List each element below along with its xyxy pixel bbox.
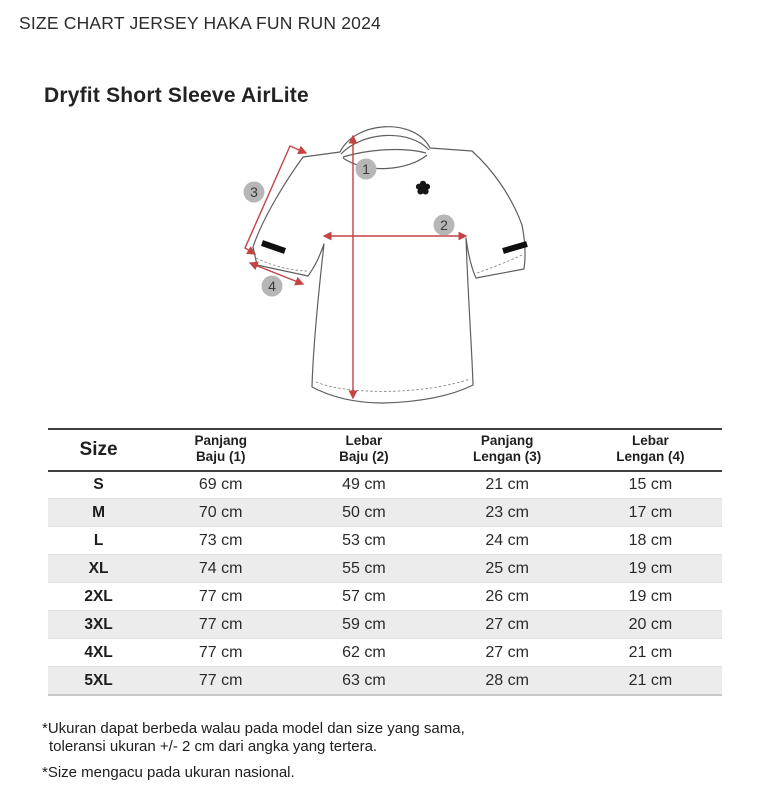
measurement-cell: 62 cm bbox=[342, 643, 386, 661]
shirt-outline bbox=[253, 127, 527, 403]
measurement-cell: 59 cm bbox=[342, 615, 386, 633]
col-header-panjang-baju bbox=[149, 429, 292, 471]
measurement-cell: 25 cm bbox=[485, 559, 529, 577]
col-header-line: Lengan (4) bbox=[616, 449, 685, 465]
table-row-xl bbox=[48, 555, 722, 583]
size-cell: 2XL bbox=[84, 587, 113, 605]
measurement-cell: 24 cm bbox=[485, 531, 529, 549]
footnote-national-size: *Size mengacu pada ukuran nasional. bbox=[42, 764, 295, 782]
page-title: SIZE CHART JERSEY HAKA FUN RUN 2024 bbox=[19, 13, 381, 33]
table-row-5xl bbox=[48, 667, 722, 695]
measurement-cell: 70 cm bbox=[198, 503, 243, 521]
size-chart-table bbox=[48, 428, 722, 696]
measure-marker-2 bbox=[434, 215, 455, 236]
measurement-cell: 20 cm bbox=[628, 615, 673, 633]
size-cell: M bbox=[92, 503, 105, 521]
measurement-cell: 53 cm bbox=[342, 531, 386, 549]
table-row-l bbox=[48, 527, 722, 555]
measurement-cell: 17 cm bbox=[628, 503, 673, 521]
measure-marker-3 bbox=[244, 182, 265, 203]
marker-4-label: 4 bbox=[268, 278, 276, 294]
col-header-line: Lebar bbox=[345, 433, 383, 448]
col-header-size: Size bbox=[48, 429, 149, 471]
table-row-s bbox=[48, 471, 722, 499]
col-header-line: Baju (2) bbox=[339, 449, 389, 465]
measurement-cell: 26 cm bbox=[485, 587, 529, 605]
size-cell: L bbox=[93, 531, 104, 549]
table-row-4xl bbox=[48, 639, 722, 667]
measurement-cell: 77 cm bbox=[198, 643, 243, 661]
table-row-m bbox=[48, 499, 722, 527]
col-header-line: Lebar bbox=[631, 433, 669, 448]
measurement-cell: 28 cm bbox=[485, 671, 529, 689]
footnote-line: toleransi ukuran +/- 2 cm dari angka yang tertera. bbox=[49, 737, 378, 755]
measure-marker-4 bbox=[262, 276, 283, 297]
table-header bbox=[48, 429, 722, 471]
table-header-row bbox=[48, 429, 722, 471]
marker-1-label: 1 bbox=[362, 161, 370, 177]
marker-2-label: 2 bbox=[440, 217, 448, 233]
table-row-2xl bbox=[48, 583, 722, 611]
measurement-cell: 21 cm bbox=[628, 643, 673, 661]
shirt-measurement-diagram bbox=[195, 105, 555, 435]
measurement-cell: 55 cm bbox=[342, 559, 386, 577]
measurement-cell: 77 cm bbox=[198, 587, 243, 605]
marker-3-label: 3 bbox=[250, 184, 258, 200]
measurement-cell: 19 cm bbox=[628, 559, 673, 577]
size-cell: 3XL bbox=[84, 615, 113, 633]
col-header-panjang-lengan bbox=[436, 429, 579, 471]
col-header-line: Panjang bbox=[194, 433, 247, 448]
shirt-diagram-svg bbox=[195, 105, 555, 435]
measurement-cell: 73 cm bbox=[198, 531, 243, 549]
measurement-cell: 21 cm bbox=[628, 671, 673, 689]
measurement-cell: 49 cm bbox=[342, 476, 386, 494]
measurement-cell: 27 cm bbox=[485, 643, 529, 661]
measure-marker-1 bbox=[356, 159, 377, 180]
measurement-cell: 63 cm bbox=[342, 671, 386, 689]
measurement-cell: 21 cm bbox=[485, 476, 529, 494]
col-header-line: Panjang bbox=[480, 433, 534, 448]
size-cell: XL bbox=[88, 559, 109, 577]
table-body bbox=[48, 471, 722, 695]
measurement-cell: 77 cm bbox=[198, 615, 243, 633]
col-header-line: Baju (1) bbox=[195, 449, 246, 465]
measurement-cell: 57 cm bbox=[342, 587, 386, 605]
footnote-line: *Ukuran dapat berbeda walau pada model dan size yang sama, bbox=[42, 720, 465, 737]
measurement-cell: 50 cm bbox=[342, 503, 386, 521]
col-header-lebar-lengan bbox=[579, 429, 722, 471]
measurement-cell: 74 cm bbox=[198, 559, 243, 577]
product-title: Dryfit Short Sleeve AirLite bbox=[44, 84, 309, 107]
measurement-cell: 15 cm bbox=[628, 476, 673, 494]
measurement-cell: 69 cm bbox=[198, 476, 243, 494]
size-cell: 4XL bbox=[84, 643, 113, 661]
measurement-cell: 27 cm bbox=[485, 615, 529, 633]
footnote-tolerance bbox=[42, 720, 682, 755]
col-header-lebar-baju bbox=[292, 429, 435, 471]
table-row-3xl bbox=[48, 611, 722, 639]
measurement-cell: 23 cm bbox=[485, 503, 529, 521]
measurement-cell: 77 cm bbox=[198, 671, 243, 689]
measurement-cell: 19 cm bbox=[628, 587, 673, 605]
footnotes bbox=[42, 720, 682, 782]
size-cell: S bbox=[93, 476, 104, 494]
col-header-line: Lengan (3) bbox=[473, 449, 542, 465]
size-cell: 5XL bbox=[84, 671, 113, 689]
measurement-cell: 18 cm bbox=[628, 531, 673, 549]
